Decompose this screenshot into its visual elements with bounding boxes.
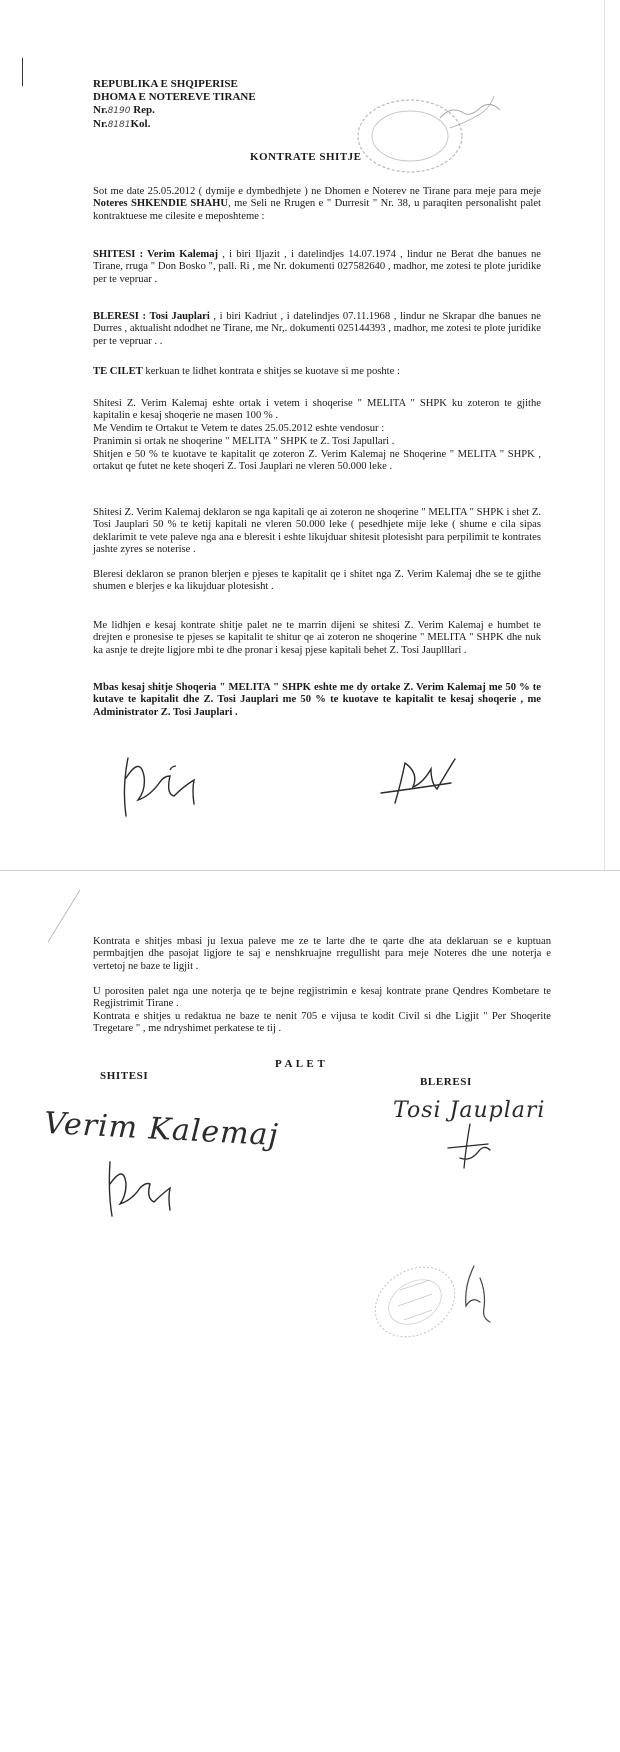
scan-margin-mark — [22, 58, 23, 86]
te-cilet-paragraph: TE CILET kerkuan te lidhet kontrata e shitjes se kuotave si me poshte : — [93, 366, 400, 377]
contract-page-2 — [0, 880, 620, 1752]
republic-line: REPUBLIKA E SHQIPERISE — [93, 78, 238, 90]
clause-buyer-declaration: Bleresi deklaron se pranon blerjen e pjeses te kapitalit qe i shitet nga Z. Verim Kalemaj dhe se te gjithe shumen e blerjes e ka likujduar plotesisht . — [93, 569, 541, 593]
notary-stamp-faded — [340, 88, 530, 178]
seller-signature-2 — [100, 1152, 190, 1222]
seller-signature-1 — [110, 748, 220, 828]
notary-name: Noteres SHKENDIE SHAHU — [93, 198, 229, 210]
seller-signature-label: SHITESI — [100, 1070, 149, 1082]
seller-handwritten-name: Verim Kalemaj — [43, 1105, 280, 1154]
clause-admit-partner: Pranimin si ortak ne shoqerine " MELITA " SHPK te Z. Tosi Japullari . — [93, 436, 395, 447]
rep-number-line: Nr.8190 Rep. — [93, 104, 155, 116]
clause-decision: Me Vendim te Ortakut te Vetem te dates 25.05.2012 eshte vendosur : — [93, 423, 385, 434]
intro-paragraph: Sot me date 25.05.2012 ( dymije e dymbedhjete ) ne Dhomen e Noterev ne Tirane para meje para meje Noteres SHKENDIE SHAHU, me Seli ne Rrugen e " Durresit " Nr. 38, u paraqiten personalisht palet kontraktuese me cilesite e meposhteme : — [93, 186, 541, 222]
document-title: KONTRATE SHITJE — [250, 151, 362, 163]
closing-legal-basis-clause: Kontrata e shitjes u redaktua ne baze te nenit 705 e vijusa te kodit Civil si dhe Ligjit " Per Shoqerite Tregetare " , me ndryshimet perkatese te tij . — [93, 1011, 551, 1035]
clause-sole-owner: Shitesi Z. Verim Kalemaj eshte ortak i vetem i shoqerise " MELITA " SHPK ku zoteron te gjithe kapitalin e kesaj shoqerie ne masen 100 % . — [93, 398, 541, 422]
buyer-signature-2 — [440, 1120, 500, 1180]
parties-heading: P A L E T — [275, 1058, 326, 1070]
kol-number-line: Nr.8181Kol. — [93, 118, 151, 130]
notary-initials — [452, 1260, 502, 1330]
buyer-handwritten-name: Tosi Jauplari — [393, 1098, 546, 1123]
seller-label: SHITESI : Verim Kalemaj — [93, 249, 219, 260]
buyer-signature-label: BLERESI — [420, 1076, 472, 1088]
clause-ownership-transfer: Me lidhjen e kesaj kontrate shitje palet ne te marrin dijeni se shitesi Z. Verim Kalemaj e humbet te drejten e pronesise te pjeses se kapitalit te shitur qe ai zoteron ne shoqerine " MELITA " SHPK dhe nuk ka asnje te drejte ligjore mbi te dhe pronar i kesaj pjese kapitali behet Z. Tosi Jauplllari . — [93, 620, 541, 656]
rep-number-handwritten: 8190 — [107, 106, 131, 116]
document-header — [93, 78, 256, 132]
buyer-signature-1 — [375, 755, 465, 815]
buyer-paragraph: BLERESI : Tosi Jauplari , i biri Kadriut , i datelindjes 07.11.1968 , lindur ne Skrapar dhe banues ne Durres , aktualisht ndodhet ne Tirane, me Nr,. dokumenti 025144393 , madhor, me zotesi te plote juridike per te vepruar . . — [93, 311, 541, 347]
closing-reading-clause: Kontrata e shitjes mbasi ju lexua paleve me ze te larte dhe te qarte dhe ata deklaruan se e kuptuan permbajtjen dhe pasojat ligjore te saj e nenshkruajne rregullisht para meje Noteres dhe une noterja e vertetoj ne baze te ligjit . — [93, 936, 551, 972]
page-edge-line — [604, 0, 605, 870]
seller-paragraph: SHITESI : Verim Kalemaj , i biri Iljazit , i datelindjes 14.07.1974 , lindur ne Berat dhe banues ne Tirane, rruga " Don Bosko ", pall. Ri , me Nr. dokumenti 027582640 , madhor, me zotesi te plote juridike per te vepruar . — [93, 249, 541, 285]
clause-seller-declaration: Shitesi Z. Verim Kalemaj deklaron se nga kapitali qe ai zoteron ne shoqerine " MELITA " SHPK i shet Z. Tosi Jauplari 50 % te ketij kapitali ne vleren 50.000 leke ( pesedhjete mije leke ( shume e cila sipas deklarimit te vete paleve nga ana e bleresit i eshte likujduar shitesit plotesisht para perpilimit te kontrates jashte zyres se noterise . — [93, 507, 541, 556]
kol-number-handwritten: 8181 — [107, 120, 131, 130]
closing-registration-clause: U porositen palet nga une noterja qe te bejne regjistrimin e kesaj kontrate prane Qendres Kombetare te Regjistrimit Tirane . — [93, 986, 551, 1010]
clause-sale-share: Shitjen e 50 % te kuotave te kapitalit qe zoteron Z. Verim Kalemaj ne Shoqerine " MELITA " SHPK , ortakut qe futet ne kete shoqeri Z. Tosi Jauplari ne vleren 50.000 leke . — [93, 449, 541, 473]
page-corner-mark — [40, 886, 100, 946]
chamber-line: DHOMA E NOTEREVE TIRANE — [93, 91, 256, 103]
clause-after-sale: Mbas kesaj shitje Shoqeria " MELITA " SHPK eshte me dy ortake Z. Verim Kalemaj me 50 % te kutave te kapitalit dhe Z. Tosi Jauplari me 50 % te kuotave te kapitalit te kesaj shoqerie , me Administrator Z. Tosi Jauplari . — [93, 682, 541, 718]
buyer-label: BLERESI : Tosi Jauplari — [93, 311, 210, 322]
contract-page-1 — [0, 0, 620, 871]
